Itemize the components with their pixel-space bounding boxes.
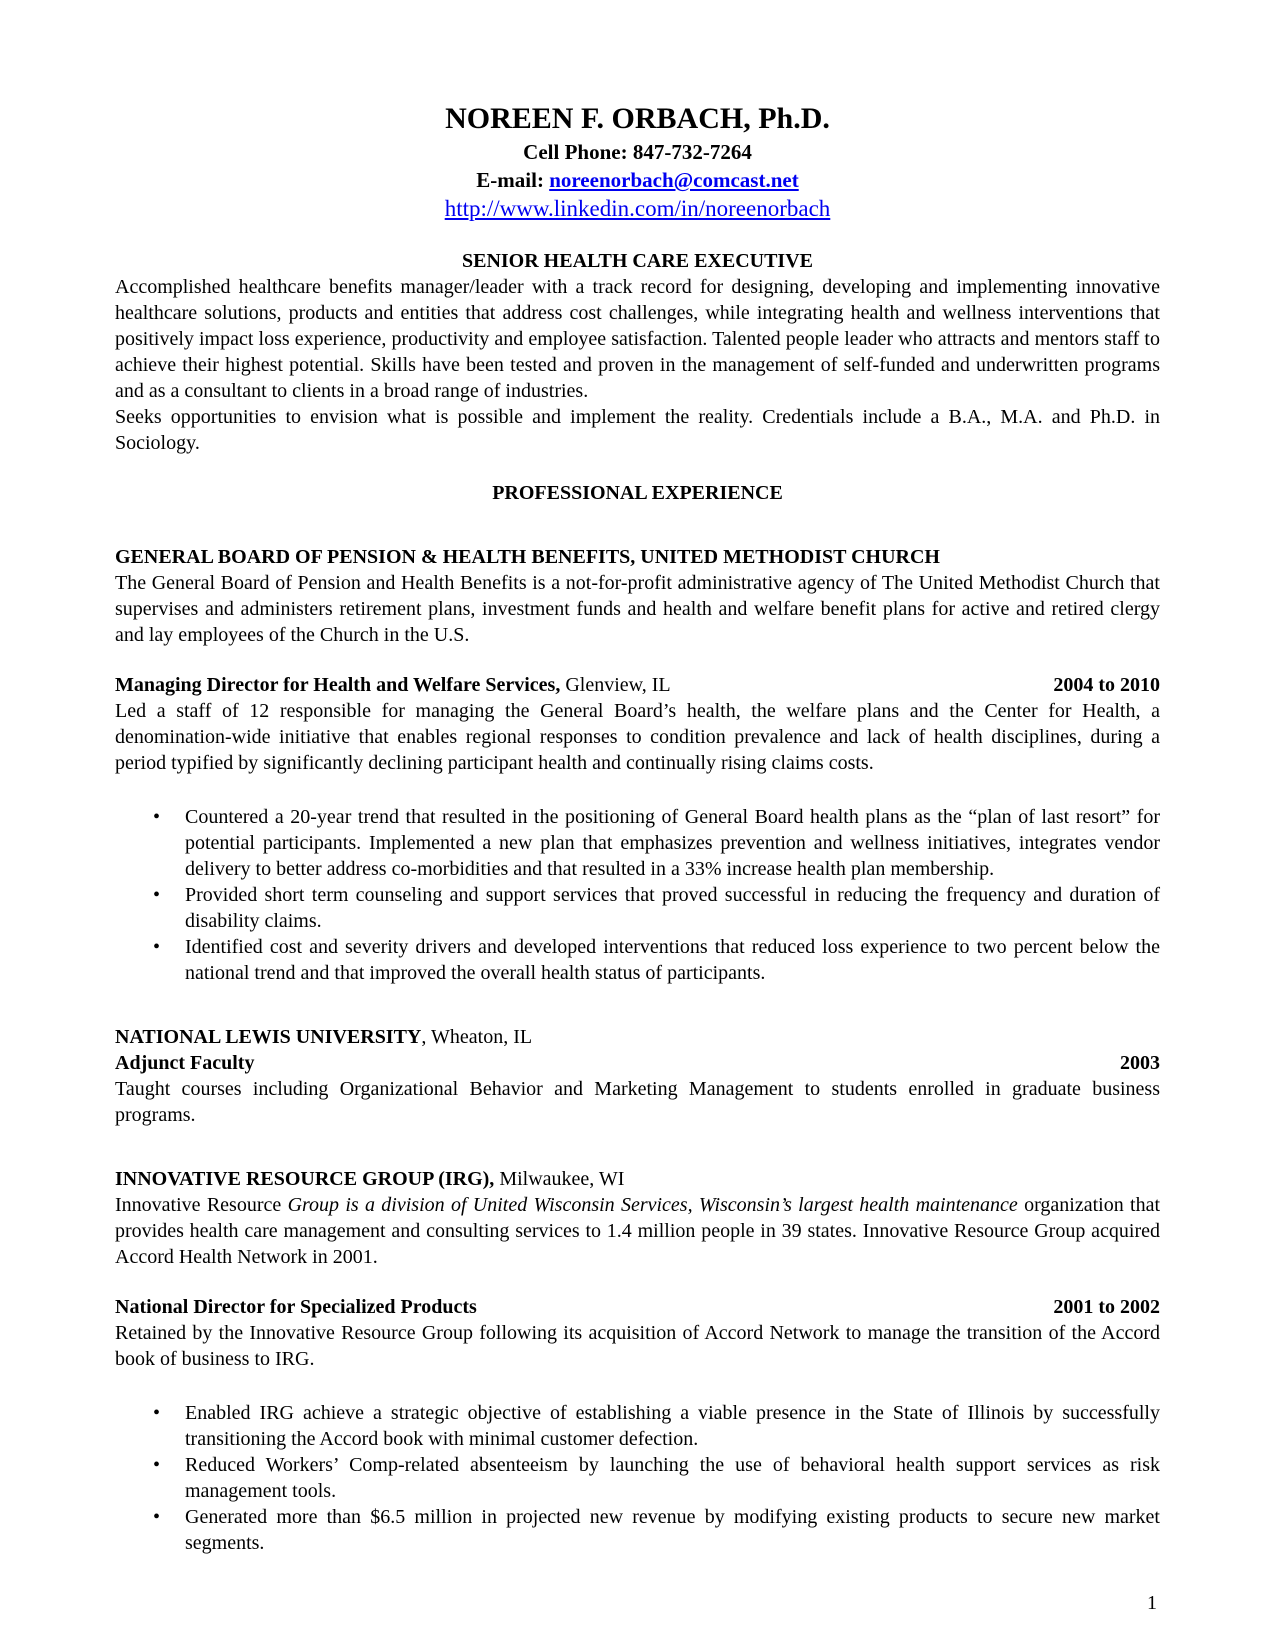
role-line — [115, 1050, 1160, 1076]
job-dates: 2004 to 2010 — [1053, 674, 1160, 696]
achievement-list — [115, 1400, 1160, 1556]
linkedin-line — [115, 194, 1160, 224]
job-dates: 2003 — [1120, 1052, 1160, 1074]
job-entry — [115, 544, 1160, 986]
resume-header — [115, 100, 1160, 224]
summary-section — [115, 248, 1160, 456]
job-location: Glenview, IL — [560, 674, 671, 696]
company-name: INNOVATIVE RESOURCE GROUP (IRG), — [115, 1168, 495, 1190]
company-name: GENERAL BOARD OF PENSION & HEALTH BENEFITS, UNITED METHODIST CHURCH — [115, 546, 940, 568]
role-line — [115, 1294, 1160, 1320]
company-location: , Wheaton, IL — [421, 1026, 533, 1048]
company-name: NATIONAL LEWIS UNIVERSITY — [115, 1026, 422, 1048]
company-line — [115, 1024, 1160, 1050]
job-dates: 2001 to 2002 — [1053, 1296, 1160, 1318]
bullet-item: • Reduced Workers’ Comp-related absenteeism by launching the use of behavioral health support services as risk management tools. — [153, 1452, 1160, 1504]
company-line — [115, 1166, 1160, 1192]
company-about — [115, 1192, 1160, 1270]
company-about-rest: organization that provides health care management and consulting services to 1.4 million people in 39 states. Innovative Resource Group acquired Accord Health Network in 2001. — [115, 1194, 1160, 1268]
bullet-item: • Identified cost and severity drivers and developed interventions that reduced loss experience to two percent below the national trend and that improved the overall health status of participants. — [153, 934, 1160, 986]
job-title: National Director for Specialized Products — [115, 1296, 477, 1318]
job-summary: Led a staff of 12 responsible for managing the General Board’s health, the welfare plans and the Center for Health, a denomination-wide initiative that enables regional responses to condition prevalence and lack of health disciplines, during a period typified by significantly declining participant health and continually rising claims costs. — [115, 700, 1160, 774]
bullet-item: • Enabled IRG achieve a strategic objective of establishing a viable presence in the State of Illinois by successfully transitioning the Accord book with minimal customer defection. — [153, 1400, 1160, 1452]
experience-section — [115, 480, 1160, 1556]
job-summary: Taught courses including Organizational Behavior and Marketing Management to students enrolled in graduate business programs. — [115, 1078, 1160, 1126]
job-entry — [115, 1166, 1160, 1556]
bullet-item: • Countered a 20-year trend that resulted in the positioning of General Board health plans as the “plan of last resort” for potential participants. Implemented a new plan that emphasizes prevention and wellness initiatives, integrates vendor delivery to better address co-morbidities and that resulted in a 33% increase health plan membership. — [153, 804, 1160, 882]
candidate-name: NOREEN F. ORBACH, Ph.D. — [445, 102, 830, 135]
summary-paragraph-1: Accomplished healthcare benefits manager/leader with a track record for designing, developing and implementing innovative healthcare solutions, products and entities that address cost challenges, while integrating health and wellness interventions that positively impact loss experience, productivity and employee satisfaction. Talented people leader who attracts and mentors staff to achieve their highest potential. Skills have been tested and proven in the management of self-funded and underwritten programs and as a consultant to clients in a broad range of industries. — [115, 276, 1160, 402]
email-link[interactable]: noreenorbach@comcast.net — [549, 168, 799, 192]
email-label: E-mail: — [476, 168, 550, 192]
company-location: Milwaukee, WI — [494, 1168, 625, 1190]
achievement-list — [115, 804, 1160, 986]
page-number: 1 — [1147, 1592, 1157, 1614]
role-title-group — [115, 672, 671, 698]
job-summary: Retained by the Innovative Resource Group following its acquisition of Accord Network to manage the transition of the Accord book of business to IRG. — [115, 1322, 1160, 1370]
company-about: The General Board of Pension and Health Benefits is a not-for-profit administrative agency of The United Methodist Church that supervises and administers retirement plans, investment funds and health and welfare benefit plans for active and retired clergy and lay employees of the Church in the U.S. — [115, 572, 1160, 646]
company-about-prefix: Innovative Resource — [115, 1194, 288, 1216]
role-line — [115, 672, 1160, 698]
summary-paragraph-2: Seeks opportunities to envision what is possible and implement the reality. Credentials include a B.A., M.A. and Ph.D. in Sociology. — [115, 406, 1160, 454]
linkedin-link[interactable]: http://www.linkedin.com/in/noreenorbach — [444, 196, 831, 221]
bullet-item: • Generated more than $6.5 million in projected new revenue by modifying existing products to secure new market segments. — [153, 1504, 1160, 1556]
company-line — [115, 544, 1160, 570]
job-entry — [115, 1024, 1160, 1128]
experience-title: PROFESSIONAL EXPERIENCE — [492, 482, 783, 504]
bullet-item: • Provided short term counseling and support services that proved successful in reducing the frequency and duration of disability claims. — [153, 882, 1160, 934]
summary-title: SENIOR HEALTH CARE EXECUTIVE — [461, 250, 813, 272]
job-title: Managing Director for Health and Welfare Services, — [115, 674, 561, 696]
company-about-italic: Group is a division of United Wisconsin Services, Wisconsin’s largest health maintenance — [287, 1194, 1018, 1216]
phone-line: Cell Phone: 847-732-7264 — [523, 140, 752, 164]
job-title: Adjunct Faculty — [115, 1052, 255, 1074]
email-line — [115, 166, 1160, 194]
